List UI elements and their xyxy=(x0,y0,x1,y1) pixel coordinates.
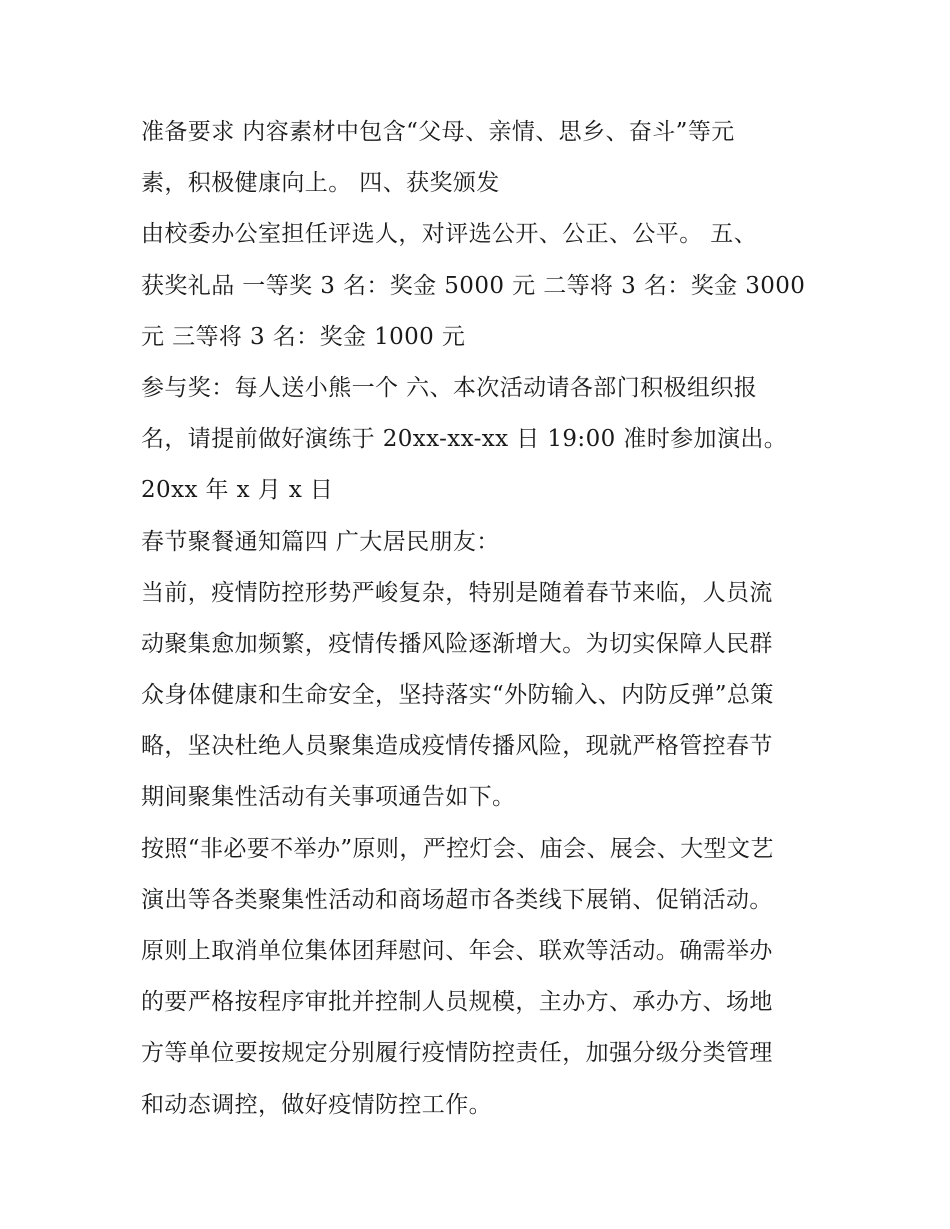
text-line: 名，请提前做好演练于 20xx-xx-xx 日 19:00 准时参加演出。 xyxy=(141,426,788,453)
text-line: 原则上取消单位集体团拜慰问、年会、联欢等活动。确需举办 xyxy=(141,938,773,964)
text-line: 按照“非必要不举办”原则，严控灯会、庙会、展会、大型文艺 xyxy=(141,835,774,862)
date-line: 20xx 年 x 月 x 日 xyxy=(141,477,334,504)
text-line: 素，积极健康向上。 四、获奖颁发 xyxy=(141,170,500,197)
text-line: 的要严格按程序审批并控制人员规模，主办方、承办方、场地 xyxy=(141,989,773,1016)
text-line: 元 三等将 3 名：奖金 1000 元 xyxy=(141,323,466,350)
text-line: 方等单位要按规定分别履行疫情防控责任，加强分级分类管理 xyxy=(141,1040,773,1067)
text-line: 准备要求 内容素材中包含“父母、亲情、思乡、奋斗”等元 xyxy=(141,119,735,145)
text-line: 期间聚集性活动有关事项通告如下。 xyxy=(141,784,516,811)
text-line: 动聚集愈加频繁，疫情传播风险逐渐增大。为切实保障人民群 xyxy=(141,630,773,657)
text-line: 参与奖：每人送小熊一个 六、本次活动请各部门积极组织报 xyxy=(141,374,758,401)
text-line: 由校委办公室担任评选人，对评选公开、公正、公平。 五、 xyxy=(141,221,758,248)
text-line: 略，坚决杜绝人员聚集造成疫情传播风险，现就严格管控春节 xyxy=(141,733,773,760)
text-line: 获奖礼品 一等奖 3 名：奖金 5000 元 二等将 3 名：奖金 3000 xyxy=(141,272,806,299)
notice-heading: 春节聚餐通知篇四 广大居民朋友： xyxy=(141,528,500,555)
text-line: 当前，疫情防控形势严峻复杂，特别是随着春节来临，人员流 xyxy=(141,579,773,606)
document-body xyxy=(141,107,821,1131)
text-line: 众身体健康和生命安全，坚持落实“外防输入、内防反弹”总策 xyxy=(141,682,774,709)
text-line: 演出等各类聚集性活动和商场超市各类线下展销、促销活动。 xyxy=(141,886,773,913)
text-line: 和动态调控，做好疫情防控工作。 xyxy=(141,1091,492,1118)
